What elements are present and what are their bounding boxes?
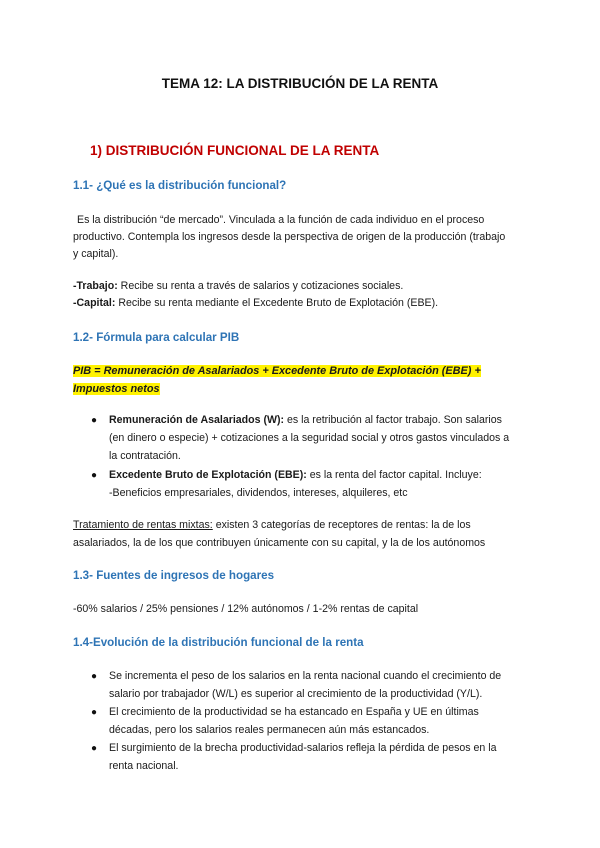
list-item [109,411,502,429]
list-item-line: Se incrementa el peso de los salarios en la renta nacional cuando el crecimiento de [109,670,502,682]
list-item [109,466,482,484]
mixtas-line [73,516,471,534]
list-item-text: es la renta del factor capital. Incluye: [306,469,482,481]
pib-formula-text: PIB = Remuneración de Asalariados + Excedente Bruto de Explotación (EBE) + Impuestos netos [73,365,481,395]
paragraph-line: productivo. Contempla los ingresos desde la perspectiva de origen de la producción (trabajo [73,231,506,243]
bullet-dot-icon: ● [91,707,98,718]
income-sources: -60% salarios / 25% pensiones / 12% autónomos / 1-2% rentas de capital [73,603,419,615]
list-item-line: (en dinero o especie) + cotizaciones a la seguridad social y otros gastos vinculados a [109,432,510,444]
paragraph-line: y capital). [73,248,119,260]
trabajo-text: Recibe su renta a través de salarios y cotizaciones sociales. [117,280,404,292]
section-heading-1: 1) DISTRIBUCIÓN FUNCIONAL DE LA RENTA [90,143,380,158]
subheading-1-2: 1.2- Fórmula para calcular PIB [73,331,240,344]
subheading-1-3: 1.3- Fuentes de ingresos de hogares [73,569,275,582]
capital-line [73,294,438,312]
trabajo-label: -Trabajo: [73,280,118,292]
bullet-dot-icon: ● [91,415,98,426]
list-item-line: renta nacional. [109,760,179,772]
bullet-dot-icon: ● [91,671,98,682]
trabajo-line [73,277,403,295]
list-item-line: décadas, pero los salarios reales permanecen aún más estancados. [109,724,430,736]
list-item-line: El surgimiento de la brecha productividad-salarios refleja la pérdida de pesos en la [109,742,497,754]
bullet-dot-icon: ● [91,470,98,481]
paragraph-line: Es la distribución “de mercado”. Vinculada a la función de cada individuo en el proceso [77,214,485,226]
list-item-line: El crecimiento de la productividad se ha estancado en España y UE en últimas [109,706,479,718]
list-item-label: Remuneración de Asalariados (W): [109,414,285,426]
mixtas-line-2: asalariados, la de los que contribuyen únicamente con su capital, y la de los autónomos [73,537,486,549]
list-item-line: -Beneficios empresariales, dividendos, intereses, alquileres, etc [109,487,408,499]
capital-label: -Capital: [73,297,116,309]
subheading-1-1: 1.1- ¿Qué es la distribución funcional? [73,179,287,192]
page-title: TEMA 12: LA DISTRIBUCIÓN DE LA RENTA [161,76,439,91]
list-item-text: es la retribución al factor trabajo. Son salarios [284,414,502,426]
mixtas-label: Tratamiento de rentas mixtas: [73,519,213,531]
list-item-line: la contratación. [109,450,181,462]
bullet-dot-icon: ● [91,743,98,754]
list-item-label: Excedente Bruto de Explotación (EBE): [109,469,307,481]
mixtas-text: existen 3 categorías de receptores de rentas: la de los [212,519,471,531]
capital-text: Recibe su renta mediante el Excedente Bruto de Explotación (EBE). [115,297,439,309]
pib-formula [73,362,518,398]
list-item-line: salario por trabajador (W/L) es superior al crecimiento de la productividad (Y/L). [109,688,483,700]
subheading-1-4: 1.4-Evolución de la distribución funcional de la renta [73,636,364,649]
